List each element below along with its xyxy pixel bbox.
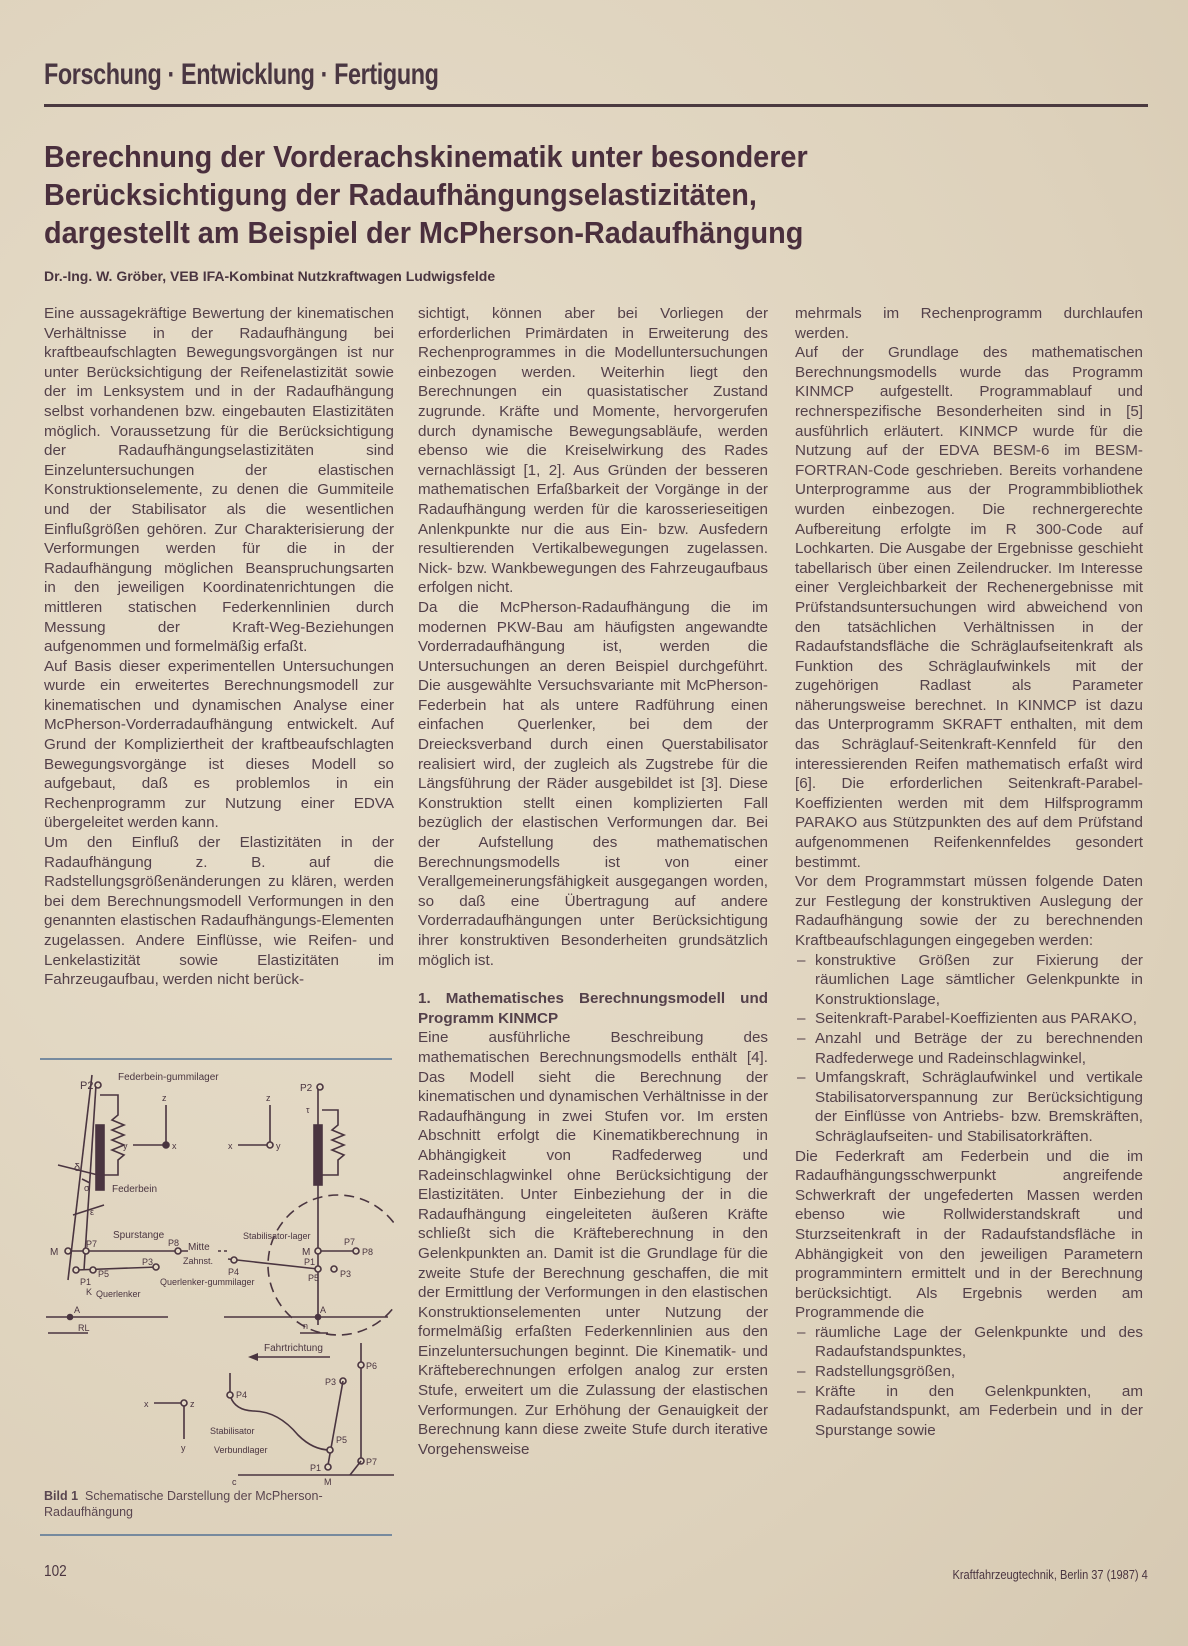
caption-label: Bild 1 [44,1489,79,1503]
label-a-right: A [320,1305,327,1315]
label-m-top: M [324,1477,332,1485]
journal-citation: Kraftfahrzeugtechnik, Berlin 37 (1987) 4 [952,1567,1148,1582]
list-item: – Anzahl und Beträge der zu berechnenden Radfederwege und Radeinschlagwinkel, [795,1029,1143,1068]
label-p6: P6 [366,1361,378,1371]
suspension-diagram [38,1065,394,1485]
figure-bottom-rule [40,1534,392,1536]
label-verbundlager: Verbundlager [214,1445,268,1455]
label-p1: P1 [80,1277,92,1287]
title-line: Berücksichtigung der Radaufhängungselastizitäten, [44,177,757,212]
article-title [44,138,808,252]
label-tau: τ [306,1105,310,1115]
top-view [144,1343,394,1485]
column-2 [418,304,768,1459]
page-number: 102 [44,1563,67,1580]
list-item: – räumliche Lage der Gelenkpunkte und des Radaufstandspunktes, [795,1323,1143,1362]
column-3 [795,304,1143,1440]
label-rl: RL [78,1323,90,1333]
label-p5: P5 [98,1269,110,1279]
output-list [795,1323,1143,1441]
label-x1: x [172,1141,177,1151]
list-item: – Radstellungsgrößen, [795,1362,1143,1382]
input-list [795,951,1143,1147]
label-z3: z [190,1399,195,1409]
label-federbein: Federbein [112,1184,158,1195]
label-sigma: σ [84,1183,90,1193]
label-p1-right: P1 [304,1257,316,1267]
label-y2: y [276,1141,281,1151]
figure-top-rule [40,1058,392,1060]
paragraph: Da die McPherson-Radaufhängung die im modernen PKW-Bau am häufigsten angewandte Vorderradaufhängung ist, werden die Untersuchungen an deren Beispiel durchgeführt. Die ausgewählte Versuchsvariante mit McPherson-Federbein hat als untere Radführung einen einfachen Querlenker, bei dem der Dreiecksverband durch einen Querstabilisator realisiert wird, der zugleich als Zugstrebe für die Längsführung der Räder ausgebildet ist [3]. Diese Konstruktion stellt einen komplizierten Fall bezüglich der elastischen Verformungen dar. Bei der Aufstellung des mathematischen Berechnungsmodells ist von einer Verallgemeinerungsfähigkeit ausgegangen worden, so daß eine Übertragung auf andere Vorderradaufhängungen unter Berücksichtigung ihrer konstruktiven Besonderheiten grundsätzlich möglich ist. [418,598,768,969]
paragraph: Um den Einfluß der Elastizitäten in der Radaufhängung z. B. auf die Radstellungsgrößenänderungen zu klären, werden bei dem Berechnungsmodell Verformungen in den genannten elastischen Radaufhängungs-Elementen zugelassen. Andere Einflüsse, wie Reifen- und Lenkelastizität sowie Elastizitäten im Fahrzeugaufbau, werden nicht berück- [44,834,394,989]
querlenker-line [76,1267,158,1270]
list-item: – Kräfte in den Gelenkpunkten, am Radaufstandspunkt, am Federbein und in der Spurstange sowie [795,1382,1143,1441]
title-line: dargestellt am Beispiel der McPherson-Radaufhängung [44,215,804,250]
caption-text: Schematische Darstellung der McPherson-Radaufhängung [44,1489,323,1519]
section-header: Forschung · Entwicklung · Fertigung [44,58,439,91]
label-a-left: A [74,1305,81,1315]
header-rule [44,104,1148,107]
label-mitte: Mitte [188,1242,210,1253]
label-p3-right: P3 [340,1269,352,1279]
list-item: – konstruktive Größen zur Fixierung der räumlichen Lage sämtlicher Gelenkpunkte in Konstruktionslage, [795,951,1143,1010]
section-heading: 1. Mathematisches Berechnungsmodell und Programm KINMCP [418,990,768,1027]
paragraph: Eine ausführliche Beschreibung des mathematischen Berechnungsmodells enthält [4]. Das Modell sieht die Berechnung der kinematischen und dynamischen Verhältnisse in der Radaufhängung in zwei Stufen vor. Im ersten Abschnitt erfolgt die Kinematikberechnung in Abhängigkeit von Radfederweg und Radeinschlagwinkel ohne Berücksichtigung der Elastizitäten. Unter Einbeziehung der in die Radaufhängung eingeleiteten äußeren Kräfte schließt sich die Kräfteberechnung in den Gelenkpunkten an. Damit ist die Grundlage für die zweite Stufe der Berechnung geschaffen, die mit der Ermittlung der Verformungen in den elastischen Konstruktionselementen unter Nutzung der formelmäßig erfaßten Federkennlinien aus den Einzeluntersuchungen beginnt. Die Kinematik- und Kräfteberechnungen erfolgen analog zur ersten Stufe, erweitert um die Zulassung der elastischen Verformungen. Zur Erhöhung der Genauigkeit der Berechnung kann diese zweite Stufe durch iterative Vorgehensweise [418,1029,768,1458]
label-p7-right: P7 [344,1237,356,1247]
paragraph: Eine aussagekräftige Bewertung der kinematischen Verhältnisse in der Radaufhängung bei kraftbeaufschlagten Bewegungsvorgängen ist nur unter Berücksichtigung der Reifenelastizität sowie der im Lenksystem und in der Radaufhängung selbst vorhandenen bzw. eingebauten Elastizitäten möglich. Voraussetzung für die Berücksichtigung der Radaufhängungselastizitäten sind Einzeluntersuchungen der elastischen Konstruktionselemente, zu denen die Gummiteile und der Stabilisator als die wesentlichen Einflußgrößen gehören. Zur Charakterisierung der Verformungen werden für die in der Radaufhängung möglichen Beanspruchungsarten in den jeweiligen Koordinatenrichtungen die mittleren statischen Federkennlinien durch Messung der Kraft-Weg-Beziehungen aufgenommen und formelmäßig erfaßt. [44,305,394,656]
label-p5-right: P5 [308,1273,320,1283]
label-p4: P4 [228,1267,240,1277]
front-view [46,1072,255,1333]
label-stabilisatorlager: Stabilisator-lager [243,1231,311,1241]
paragraph: mehrmals im Rechenprogramm durchlaufen werden. [795,305,1143,342]
label-p7: P7 [86,1239,98,1249]
figure-caption [44,1488,394,1520]
label-x2: x [228,1141,233,1151]
label-zahnst: Zahnst. [183,1256,214,1266]
list-item: – Umfangskraft, Schräglaufwinkel und vertikale Stabilisatorverspannung zur Berücksichtigung der Einflüsse von Antriebs- bzw. Bremskräften, Schräglaufseiten- und Stabilisatorkräften. [795,1068,1143,1146]
damper [96,1125,104,1190]
label-p2-right: P2 [300,1083,313,1094]
label-n: n [303,1321,309,1331]
paragraph: Auf Basis dieser experimentellen Untersuchungen wurde ein erweitertes Berechnungsmodell zur kinematischen und dynamischen Analyse einer McPherson-Vorderradaufhängung entwickelt. Auf Grund der Kompliziertheit der kraftbeaufschlagten Bewegungsvorgänge ist dieses Modell so aufgebaut, daß es problemlos in ein Rechenprogramm zur Nutzung einer EDVA übergeleitet werden kann. [44,657,394,832]
paragraph: sichtigt, können aber bei Vorliegen der erforderlichen Primärdaten in Erweiterung des Rechenprogrammes in die Modelluntersuchungen einbezogen werden. Weiterhin liegt den Berechnungen ein quasistatischer Zustand zugrunde. Kräfte und Momente, hervorgerufen durch dynamische Bewegungsabläufe, werden ebenso wie die Kreiselwirkung des Rades vernachlässigt [1, 2]. Aus Gründen der besseren mathematischen Erfaßbarkeit der Vorgänge in der Radaufhängung werden für die karosserieseitigen Anlenkpunkte nur die aus Ein- bzw. Ausfedern resultierenden Vertikalbewegungen zugelassen. Nick- bzw. Wankbewegungen des Fahrzeugaufbaus erfolgen nicht. [418,305,768,597]
label-p2: P2 [80,1080,94,1092]
side-view [224,1083,394,1335]
label-delta: δ [74,1162,81,1174]
paragraph: Vor dem Programmstart müssen folgende Daten zur Festlegung der konstruktiven Auslegung der Radaufhängung sowie der zu berechnenden Kraftbeaufschlagungen eingegeben werden: [795,873,1143,949]
label-federbeingummilager: Federbein-gummilager [118,1072,219,1083]
label-x3: x [144,1399,149,1409]
label-querlenkergummilager: Querlenker-gummilager [160,1277,255,1287]
label-p3-left: P3 [142,1257,154,1267]
label-p8: P8 [168,1238,180,1248]
label-m: M [50,1247,59,1258]
list-item: – Seitenkraft-Parabel-Koeffizienten aus PARAKO, [795,1009,1143,1029]
label-y1: y [123,1141,128,1151]
label-z1: z [162,1093,167,1103]
p2-joint [95,1082,101,1088]
label-z2: z [266,1093,271,1103]
title-line: Berechnung der Vorderachskinematik unter besonderer [44,139,808,174]
column-1 [44,304,394,990]
label-p1-top: P1 [310,1463,322,1473]
label-stabilisator: Stabilisator [210,1426,255,1436]
paragraph: Die Federkraft am Federbein und die im Radaufhängungsschwerpunkt angreifende Schwerkraft der ungefederten Massen werden ebenso wie Rollwiderstandskraft und Sturzseitenkraft in der Radaufstandsfläche in Abhängigkeit von den jeweiligen Parametern programmintern ermittelt und in der Berechnung berücksichtigt. Als Ergebnis werden am Programmende die [795,1147,1143,1322]
label-p3-top: P3 [325,1377,337,1387]
label-p4-top: P4 [236,1390,248,1400]
label-querlenker: Querlenker [96,1289,141,1299]
label-y3: y [181,1443,186,1453]
label-p7-top: P7 [366,1457,378,1467]
paragraph: Auf der Grundlage des mathematischen Berechnungsmodells wurde das Programm KINMCP aufgestellt. Programmablauf und rechnerspezifische Besonderheiten sind in [5] ausführlich erläutert. KINMCP wurde für die Nutzung auf der EDVA BESM-6 im BESM-FORTRAN-Code geschrieben. Bereits vorhandene Unterprogramme aus der Programmbibliothek wurden einbezogen. Die rechnergerechte Aufbereitung erfolgte im R 300-Code auf Lochkarten. Die Ausgabe der Ergebnisse geschieht tabellarisch über einen Zeilendrucker. Im Interesse einer Vergleichbarkeit der Rechenergebnisse mit Prüfstandsuntersuchungen wird abweichend von den tatsächlichen Verhältnissen in der Radaufstandsfläche die Schräglaufseitenkraft als Funktion des Schräglaufwinkels mit der zugehörigen Radlast als Parameter näherungsweise berechnet. In KINMCP ist dazu das Unterprogramm SKRAFT enthalten, mit dem das Schräglauf-Seitenkraft-Kennfeld für den interessierenden Reifen mathematisch erfaßt wird [6]. Die erforderlichen Seitenkraft-Parabel-Koeffizienten werden mit dem Hilfsprogramm PARAKO aus Stützpunkten des auf dem Prüfstand aufgenommenen Reifenkennfeldes gesondert bestimmt. [795,344,1143,871]
label-eps: ε [90,1207,95,1217]
label-c: c [232,1477,237,1485]
label-p5-top: P5 [336,1435,348,1445]
label-spurstange: Spurstange [113,1230,165,1241]
author-line: Dr.-Ing. W. Gröber, VEB IFA-Kombinat Nutzkraftwagen Ludwigsfelde [44,268,496,284]
label-fahrtrichtung: Fahrtrichtung [264,1343,323,1354]
label-k: K [86,1287,93,1297]
label-m-right: M [302,1247,311,1258]
label-p8-right: P8 [362,1247,374,1257]
